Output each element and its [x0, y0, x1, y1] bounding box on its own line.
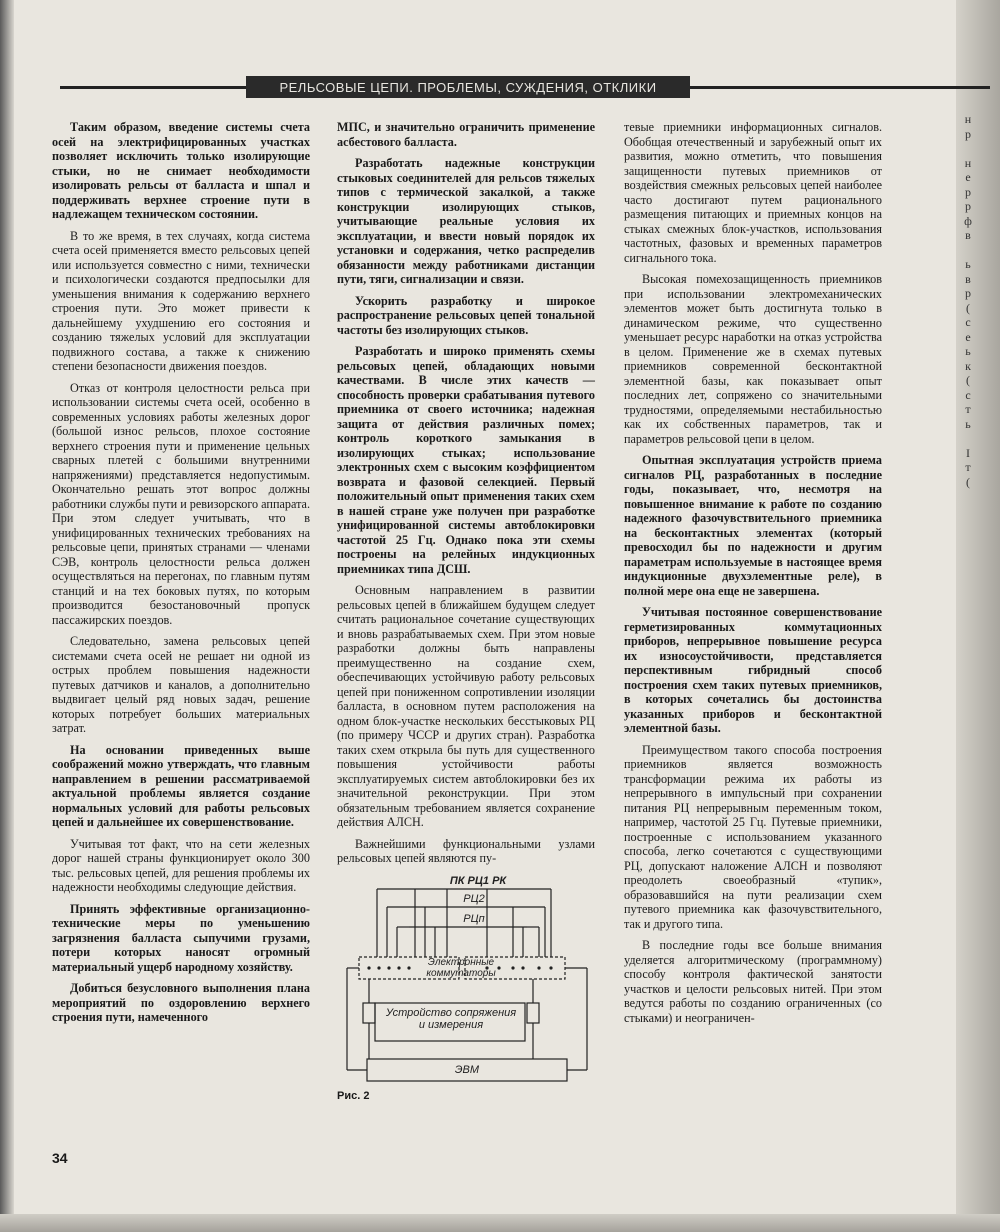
figure-label-rc2: РЦ2 [463, 892, 485, 905]
margin-letter: в [965, 271, 971, 286]
paragraph: Отказ от контроля целостности рельса при использовании системы счета осей, особенно в современных условиях работы железных дорог (большой износ рельсов, плохое состояние верхнего строения пути и применение цельных сварных плетей с большими внутренними напряжениями) представляется недопустимым. Окончательно решать этот вопрос должны работники службы пути и ревизорского аппарата. При этом следует учитывать, что в унифицированных технических требованиях на рельсовые цепи, принятых странами — членами СЭВ, контроль целостности рельса должен осуществляться на перегонах, по главным путям станций и на тех боковых путях, по которым производится безостановочный пропуск пассажирских поездов. [52, 380, 310, 627]
margin-letter: т [965, 402, 971, 416]
figure-label-computer: ЭВМ [454, 1063, 480, 1076]
margin-letter: с [965, 387, 971, 402]
figure-label-rcn: РЦп [463, 912, 485, 925]
text-column-1 [52, 120, 310, 1032]
diagram-lines [337, 873, 599, 1095]
margin-letter: в [965, 228, 971, 242]
margin-letter: ( [966, 474, 970, 489]
margin-letter: т [965, 460, 971, 474]
margin-letter: с [965, 315, 971, 329]
figure-caption: Рис. 2 [337, 1089, 370, 1102]
paragraph: Важнейшими функциональными узлами рельсовых цепей являются пу- [337, 836, 595, 865]
paragraph: Таким образом, введение системы счета осей на электрифицированных участках позволяет исключить только изолирующие стыки, но не снимает необходимости изолировать рельсы от балласта и шпал и поддерживать верхнее строение пути в надлежащем техническом состоянии. [52, 120, 310, 221]
paragraph: Учитывая постоянное совершенствование герметизированных коммутационных приборов, непрерывное повышение ресурса их износоустойчивости, представляется перспективным гибридный способ построения схем таких путевых приемников, в которых сочетались бы достоинства указанных приборов и бесконтактной элементной базы. [624, 605, 882, 735]
paragraph: Разработать и широко применять схемы рельсовых цепей, обладающих новыми качествами. В числе этих качеств — способность проверки срабатывания путевого приемника от своего источника; надежная защита от действия различных помех; контроль короткого замыкания в изолирующих стыках; использование электронных схем с высоким коэффициентом возврата и фазовой селекцией. Первый положительный опыт применения таких схем в нашей стране уже получен при разработке унифицированной системы автоблокировки частотой 25 Гц. Однако пока эти схемы построены на релейных индукционных приемниках типа ДСШ. [337, 344, 595, 576]
margin-letter: н [964, 155, 972, 170]
paragraph: Следовательно, замена рельсовых цепей системами счета осей не решает ни одной из острых проблем повышения надежности путевых датчиков и каналов, а дополнительно выдвигает целый ряд новых задач, решение которых потребует больших материальных затрат. [52, 634, 310, 735]
margin-letter [960, 431, 976, 446]
margin-letter: ( [966, 300, 970, 315]
scan-bottom-edge [0, 1214, 1000, 1232]
scan-binding-shadow [0, 0, 14, 1232]
margin-letter: р [965, 286, 971, 300]
paragraph: тевые приемники информационных сигналов. Обобщая отечественный и зарубежный опыт их развития, можно отметить, что повышения защищенности путевых приемников от воздействия смежных рельсовых цепей наиболее часто достигают путем рационального размещения питающих и приемных концов на стыках смежных блок-участков, использования частотных, фазовых и временных параметров сигнального тока. [624, 120, 882, 265]
margin-letter: р [965, 199, 971, 213]
figure-block-diagram [337, 873, 599, 1113]
figure-label-commutators: Электронные коммутаторы [426, 956, 496, 979]
paragraph: МПС, и значительно ограничить применение асбестового балласта. [337, 120, 595, 149]
facing-page-margin [960, 112, 976, 489]
paragraph: Основным направлением в развитии рельсовых цепей в ближайшем будущем следует считать рациональное сочетание существующих и вновь разрабатываемых схем. При этом новые разработки должны быть направлены преимущественно на создание схем, обеспечивающих устойчивую работу рельсовых цепей при пониженном сопротивлении изоляции балласта, в основном путем расположения на одном блок-участке нескольких бесстыковых РЦ (по примеру ЧССР и других стран). Разработка таких схем открыла бы путь для существенного повышения устойчивости работы эксплуатируемых систем автоблокировки без их значительной реконструкции. При этом обязательным требованием является сохранение действия АЛСН. [337, 583, 595, 829]
margin-letter: р [965, 126, 971, 141]
margin-letter: ь [965, 416, 971, 431]
paragraph: Преимуществом такого способа построения приемников является возможность трансформации режима их работы из непрерывного в импульсный при сохранении питания РЦ непрерывным переменным током, например, частотой 25 Гц. Путевые приемники, построенные с использованием указанного способа, легко сочетаются с существующими РЦ, допускают наложение АЛСН и позволяют преодолеть своеобразный «тупик», образовавшийся на пути реализации схем путевого приемника как фазочувствительного, так и другого типа. [624, 742, 882, 931]
paragraph: Принять эффективные организационно-технические меры по уменьшению загрязнения балласта сыпучими грузами, потери которых наносят огромный материальный ущерб народному хозяйству. [52, 901, 310, 974]
page-number: 34 [52, 1150, 68, 1166]
margin-letter: е [965, 170, 971, 184]
figure-label-top: ПК РЦ1 РК [449, 874, 507, 887]
margin-letter: к [965, 358, 971, 373]
margin-letter: ф [964, 213, 972, 228]
margin-letter: І [966, 445, 970, 460]
margin-letter: н [964, 112, 972, 126]
figure-label-interface: Устройство сопряжения и измерения [385, 1006, 517, 1031]
margin-letter: р [965, 184, 971, 199]
paragraph: В то же время, в тех случаях, когда система счета осей применяется вместо рельсовых цепей или используется совместно с ними, технически и психологически создаются предпосылки для уменьшения внимания к содержанию верхнего строения пути. Это может привести к дальнейшему ухудшению его состояния и созданию тяжелых условий для эксплуатации подвижного состава, а также к снижению степени безопасности движения поездов. [52, 228, 310, 373]
section-header: РЕЛЬСОВЫЕ ЦЕПИ. ПРОБЛЕМЫ, СУЖДЕНИЯ, ОТКЛИКИ [246, 76, 690, 98]
text-column-3 [624, 120, 882, 1032]
paragraph: Высокая помехозащищенность приемников при использовании электромеханических элементов может быть достигнута только в динамическом режиме, что существенно уменьшает ресурс наработки на отказ устройства в целом. Применение же в схемах путевых приемников современной бесконтактной элементной базы, как показывает опыт последних лет, сопряжено со значительными трудностями, определяемыми нестабильностью как их собственных параметров, так и параметров рельсовой цепи в целом. [624, 272, 882, 446]
paragraph: Учитывая тот факт, что на сети железных дорог нашей страны функционирует около 300 тыс. рельсовых цепей, для решения проблемы их надежности необходимы следующие действия. [52, 836, 310, 894]
margin-letter: ( [966, 373, 970, 387]
paragraph: Опытная эксплуатация устройств приема сигналов РЦ, разработанных в последние годы, показывает, что, несмотря на повышенное внимание к работе по созданию надежного фазочувствительного приемника на бесконтактных элементах (который превосходил бы по надежности и другим параметрам используемые в настоящее время индукционные двухэлементные реле), в полной мере она еще не завершена. [624, 453, 882, 598]
margin-letter: е [965, 329, 971, 344]
paragraph: Разработать надежные конструкции стыковых соединителей для рельсов тяжелых типов с термической закалкой, а также конструкции изолирующих стыков, учитывающие реальные условия их эксплуатации, и ввести новый порядок их установки и содержания, четко распределив обязанности между работниками дистанции пути, тяги, сигнализации и связи. [337, 156, 595, 286]
margin-letter: ь [965, 344, 971, 358]
margin-letter: ь [965, 257, 971, 271]
margin-letter [960, 141, 976, 156]
header-rule-right [690, 86, 990, 89]
paragraph: Добиться безусловного выполнения плана мероприятий по оздоровлению верхнего строения пути, намеченного [52, 981, 310, 1024]
text-column-2 [337, 120, 595, 1113]
header-rule-left [60, 86, 246, 89]
paragraph: В последние годы все больше внимания уделяется алгоритмическому (программному) способу контроля фактической занятости участков и целости рельсовых нитей. При этом ведутся работы по созданию ограниченных (со стыками) и неограничен- [624, 938, 882, 1025]
paragraph: Ускорить разработку и широкое распространение рельсовых цепей тональной частоты без изолирующих стыков. [337, 293, 595, 337]
paragraph: На основании приведенных выше соображений можно утверждать, что главным направлением в решении рассматриваемой актуальной проблемы является создание нормальных условий для работы рельсовых цепей и дальнейшее их совершенствование. [52, 742, 310, 829]
margin-letter [960, 243, 976, 258]
